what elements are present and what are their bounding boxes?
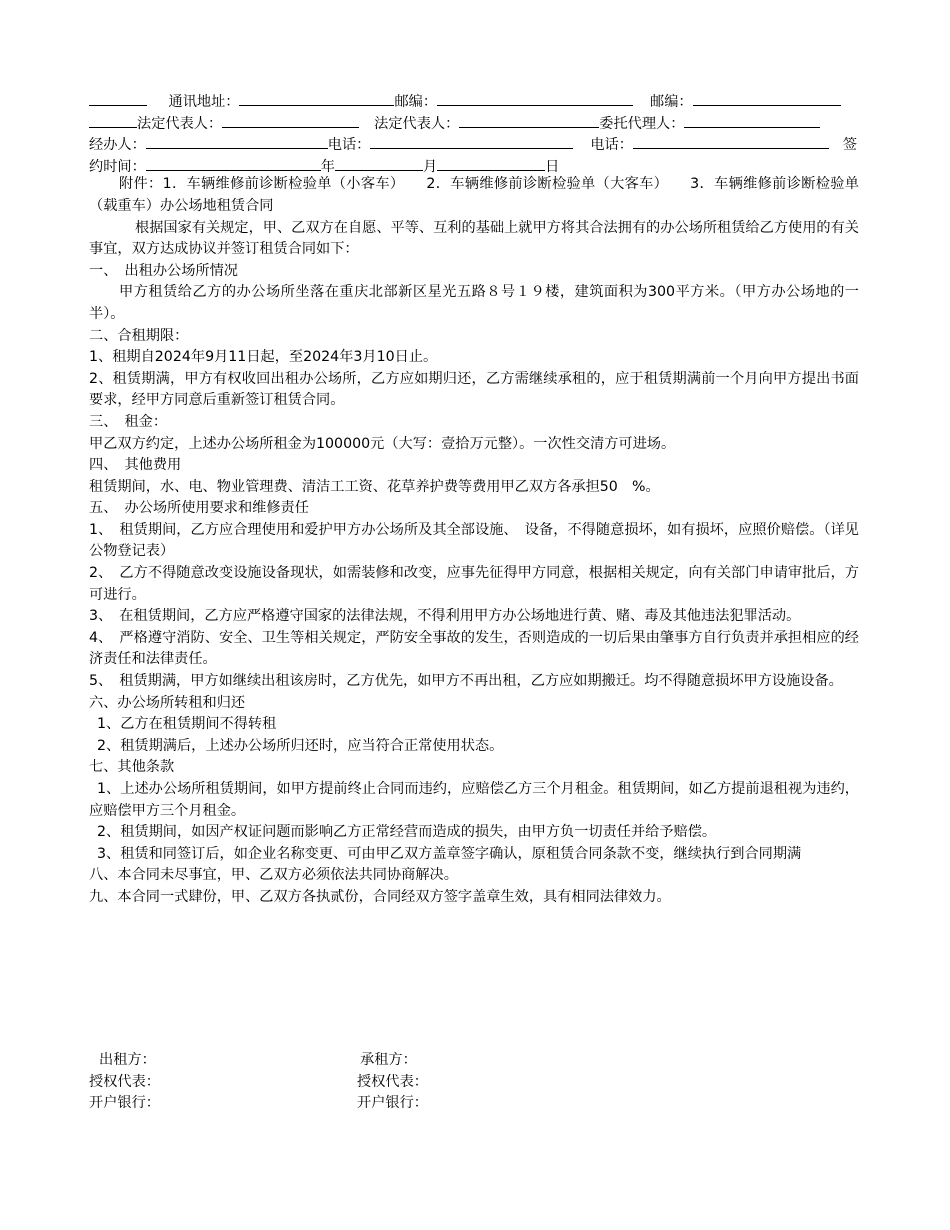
section-8: 八、本合同未尽事宜，甲、乙双方必须依法共同协商解决。 [89,867,458,884]
blank-line[interactable] [146,131,328,149]
section-title: 六、办公场所转租和归还 [89,694,246,711]
year-label: 年 [320,158,335,175]
section-title: 五、 办公场所使用要求和维修责任 [89,500,309,517]
postcode-label: 邮编： [650,94,693,110]
section-4 [89,455,859,498]
section-paragraph: 1、 租赁期间，乙方应合理使用和爱护甲方办公场所及其全部设施、 设备，不得随意损坏，如有损坏，应照价赔偿。（详见公物登记表） [89,521,859,560]
handler-label: 经办人： [89,137,146,154]
signature-block [89,1050,689,1115]
section-paragraph: 甲乙双方约定，上述办公场所租金为100000元（大写：壹拾万元整）。一次性交清方可进场。 [89,435,676,452]
section-title: 七、其他条款 [89,759,175,776]
section-paragraph: 1、乙方在租赁期间不得转租 [97,716,277,733]
blank-line[interactable] [370,131,573,149]
signature-row [89,1050,689,1072]
phone-label: 电话： [327,137,371,154]
section-paragraph: 1、上述办公场所租赁期间，如甲方提前终止合同而违约，应赔偿乙方三个月租金。租赁期间，如乙方提前退租视为违约，应赔偿甲方三个月租金。 [89,781,859,819]
agent-label: 委托代理人： [599,115,685,132]
phone-label: 电话： [590,137,633,154]
bank-label-left: 开户银行： [89,1095,160,1112]
section-title: 一、 出租办公场所情况 [89,262,238,279]
section-paragraph: 2、租赁期满，甲方有权收回出租办公场所，乙方应如期归还，乙方需继续承租的，应于租赁期满前一个月向甲方提出书面要求，经甲方同意后重新签订租赁合同。 [89,370,859,409]
section-title: 三、 租金： [89,413,168,430]
contract-body [89,88,859,909]
month-label: 月 [422,158,438,175]
section-6 [89,693,859,758]
blank-line[interactable] [222,110,359,128]
blank-line[interactable] [459,110,599,128]
lessee-label: 承租方： [360,1052,417,1068]
rep-label-right: 授权代表： [357,1073,428,1090]
section-7 [89,757,859,865]
header-row-3 [89,131,859,153]
address-label: 通讯地址： [168,94,240,110]
section-paragraph: 甲方租赁给乙方的办公场所坐落在重庆北部新区星光五路８号１９楼，建筑面积为300平方米。（甲方办公场地的一半）。 [89,284,859,322]
section-paragraph: 3、 在租赁期间，乙方应严格遵守国家的法律法规，不得利用甲方办公场地进行黄、赌、毒及其他违法犯罪活动。 [89,608,801,625]
blank-line[interactable] [146,153,321,171]
section-paragraph: 5、 租赁期满，甲方如继续出租该房时，乙方优先，如甲方不再出租，乙方应如期搬迁。均不得随意损坏甲方设施设备。 [89,673,843,690]
header-row-1 [89,88,859,110]
blank-line[interactable] [335,153,423,171]
section-title: 二、合租期限： [89,327,189,344]
section-title: 四、 其他费用 [89,457,182,474]
legal-rep-label: 法定代表人： [374,115,460,132]
section-paragraph: 3、租赁和同签订后，如企业名称变更、可由甲乙双方盖章签字确认，原租赁合同条款不变，继续执行到合同期满 [97,845,802,862]
bank-label-right: 开户银行： [357,1095,428,1112]
sign-label: 签 [842,137,858,154]
signature-row [89,1072,689,1094]
section-paragraph: 2、租赁期满后，上述办公场所归还时，应当符合正常使用状态。 [97,737,504,754]
blank-line[interactable] [437,88,633,106]
section-9: 九、本合同一式肆份，甲、乙双方各执贰份，合同经双方签字盖章生效，具有相同法律效力。 [89,888,671,905]
blank-line[interactable] [684,110,820,128]
section-5 [89,498,859,692]
section-3 [89,412,859,455]
section-paragraph: 1、租期自2024年9月11日起，至2024年3月10日止。 [89,349,438,366]
blank-line[interactable] [693,88,841,106]
postcode-label: 邮编： [394,94,438,110]
intro-paragraph: 根据国家有关规定，甲、乙双方在自愿、平等、互利的基础上就甲方将其合法拥有的办公场所租赁给乙方使用的有关事宜，双方达成协议并签订租赁合同如下： [89,219,859,258]
section-paragraph: 4、 严格遵守消防、安全、卫生等相关规定，严防安全事故的发生，否则造成的一切后果由肇事方自行负责并承担相应的经济责任和法律责任。 [89,629,859,668]
rep-label-left: 授权代表： [89,1073,160,1090]
section-paragraph: 2、租赁期间，如因产权证问题而影响乙方正常经营而造成的损失，由甲方负一切责任并给予赔偿。 [97,824,717,841]
sign-time-label: 约时间： [89,158,146,175]
section-2 [89,326,859,412]
blank-line[interactable] [633,131,829,149]
lessor-label: 出租方： [99,1052,156,1068]
legal-rep-label: 法定代表人： [137,115,223,132]
attachments: 附件：1．车辆维修前诊断检验单（小客车） 2．车辆维修前诊断检验单（大客车） 3．车辆维修前诊断检验单（载重车）办公场地租赁合同 [89,176,859,214]
section-paragraph: 租赁期间，水、电、物业管理费、清洁工工资、花草养护费等费用甲乙双方各承担50 %。 [89,478,660,495]
day-label: 日 [545,158,560,175]
blank-line[interactable] [89,88,147,106]
blank-line[interactable] [437,153,545,171]
signature-row [89,1093,689,1115]
header-row-2 [89,110,859,132]
section-paragraph: 2、 乙方不得随意改变设施设备现状，如需装修和改变，应事先征得甲方同意，根据相关规定，向有关部门申请审批后，方可进行。 [89,565,859,603]
section-1 [89,261,859,326]
blank-line[interactable] [239,88,394,106]
header-row-4 [89,153,859,175]
blank-line[interactable] [89,110,137,128]
